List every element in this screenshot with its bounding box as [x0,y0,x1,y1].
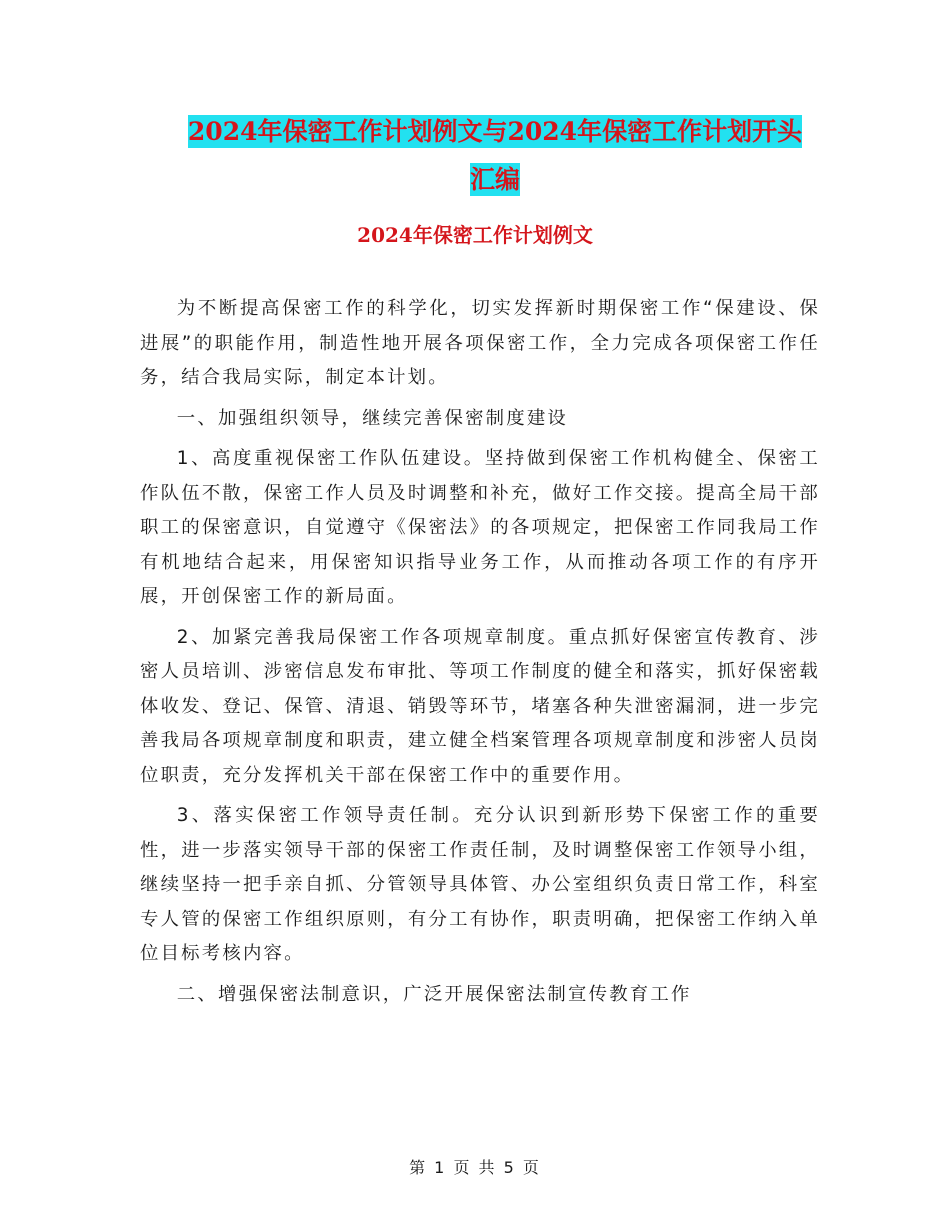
paragraph-item-3: 3、落实保密工作领导责任制。充分认识到新形势下保密工作的重要性，进一步落实领导干部的保密工作责任制，及时调整保密工作领导小组，继续坚持一把手亲自抓、分管领导具体管、办公室组织负责日常工作，科室专人管的保密工作组织原则，有分工有协作，职责明确，把保密工作纳入单位目标考核内容。 [140,805,820,964]
section-heading-1: 一、加强组织领导，继续完善保密制度建设 [176,407,569,429]
paragraph-item-2: 2、加紧完善我局保密工作各项规章制度。重点抓好保密宣传教育、涉密人员培训、涉密信息发布审批、等项工作制度的健全和落实，抓好保密载体收发、登记、保管、清退、销毁等环节，堵塞各种失泄密漏洞，进一步完善我局各项规章制度和职责，建立健全档案管理各项规章制度和涉密人员岗位职责，充分发挥机关干部在保密工作中的重要作用。 [140,626,820,786]
paragraph-intro: 为不断提高保密工作的科学化，切实发挥新时期保密工作“保建设、保进展”的职能作用，制造性地开展各项保密工作，全力完成各项保密工作任务，结合我局实际，制定本计划。 [140,298,820,388]
section-heading-2: 二、增强保密法制意识，广泛开展保密法制宣传教育工作 [176,983,692,1005]
document-title [150,108,840,204]
document-body [140,292,820,1018]
title-line-2: 汇编 [469,165,520,194]
page-number-footer: 第 1 页 共 5 页 [409,1158,541,1177]
section-subtitle: 2024年保密工作计划例文 [357,223,593,247]
paragraph-item-1: 1、高度重视保密工作队伍建设。坚持做到保密工作机构健全、保密工作队伍不散，保密工作人员及时调整和补充，做好工作交接。提高全局干部职工的保密意识，自觉遵守《保密法》的各项规定，把保密工作同我局工作有机地结合起来，用保密知识指导业务工作，从而推动各项工作的有序开展，开创保密工作的新局面。 [140,448,820,607]
title-line-1: 2024年保密工作计划例文与2024年保密工作计划开头 [187,117,803,146]
